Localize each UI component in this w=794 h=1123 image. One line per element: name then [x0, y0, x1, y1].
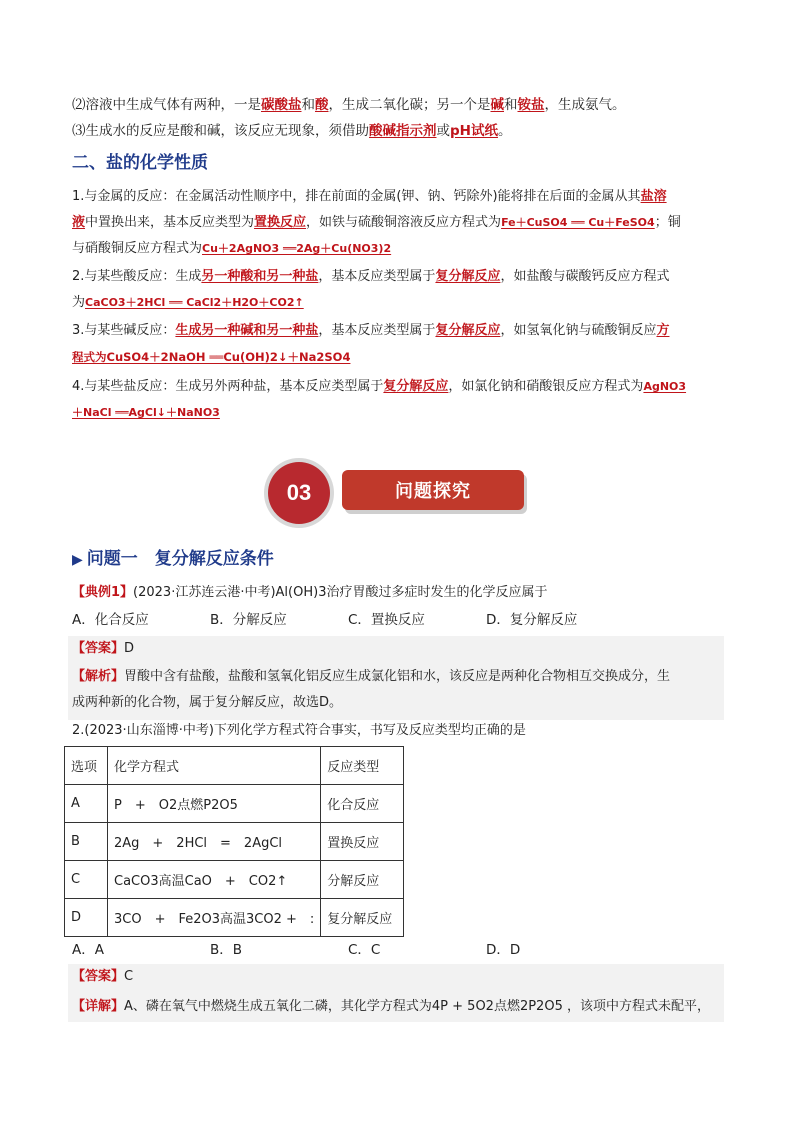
text: 。	[497, 123, 512, 139]
equation: AgNO3	[643, 380, 687, 393]
text: ，生成氨气。	[544, 97, 626, 113]
intro-item-3	[72, 118, 724, 144]
stem-text: 2.(2023·山东淄博·中考)下列化学方程式符合事实，书写及反应类型均正确的是	[72, 723, 526, 738]
prop-1-line-2	[72, 210, 724, 236]
example-2-detail	[72, 994, 724, 1020]
prop-1-line-1	[72, 184, 724, 210]
answer-blank: pH试纸	[450, 123, 498, 139]
equation: CaCO3＋2HCl ══ CaCl2＋H2O＋CO2↑	[85, 296, 304, 309]
option-a: A．A	[72, 942, 104, 958]
table-cell: 化合反应	[321, 785, 404, 823]
text: 4.与某些盐反应：生成另外两种盐，基本反应类型属于	[72, 379, 384, 394]
text: ，如铁与硫酸铜溶液反应方程式为	[306, 215, 502, 230]
text: 和	[504, 97, 518, 113]
answer-blank: 生成另一种碱和另一种盐	[175, 323, 319, 338]
prop-2-line-2	[72, 290, 724, 316]
question-title	[72, 544, 274, 569]
answer-blank: 碳酸盐	[261, 97, 302, 113]
equation: 程式为CuSO4＋2NaOH ══Cu(OH)2↓＋Na2SO4	[72, 350, 351, 364]
table-row	[65, 861, 404, 899]
example-2-stem	[72, 718, 724, 744]
section-number-badge: 03	[268, 462, 330, 524]
text: 中置换出来，基本反应类型为	[85, 215, 255, 230]
prop-2-line-1	[72, 264, 724, 290]
table-row	[65, 823, 404, 861]
table-row	[65, 899, 404, 937]
text: 2.与某些酸反应：生成	[72, 269, 202, 284]
analysis-text: 成两种新的化合物，属于复分解反应，故选D。	[72, 695, 343, 710]
text: 为	[72, 295, 86, 310]
example-tag: 【典例1】	[72, 585, 134, 600]
text: ⑵溶液中生成气体有两种，一是	[72, 97, 261, 113]
example-1-answer	[72, 636, 724, 662]
table-cell: CaCO3高温CaO + CO2↑	[108, 861, 321, 899]
prop-4-line-1	[72, 374, 724, 400]
answer-blank: 液	[72, 215, 86, 230]
example-1-analysis-1	[72, 664, 724, 690]
table-header: 选项	[65, 747, 108, 785]
answer-blank: 另一种酸和另一种盐	[201, 269, 319, 284]
intro-item-2	[72, 92, 724, 118]
answer-blank: 碱	[490, 97, 504, 113]
text: ，如氢氧化钠与硫酸铜反应	[500, 323, 657, 338]
equation: ＋NaCl ══AgCl↓＋NaNO3	[72, 406, 220, 419]
answer-blank: 方	[656, 323, 670, 338]
answer-blank: 酸	[315, 97, 329, 113]
text: ，如盐酸与碳酸钙反应方程式	[500, 269, 670, 284]
prop-4-line-2	[72, 400, 724, 426]
table-header: 化学方程式	[108, 747, 321, 785]
section-banner	[268, 462, 530, 524]
text: ，生成二氧化碳；另一个是	[328, 97, 491, 113]
table-cell: C	[65, 861, 108, 899]
table-cell: 分解反应	[321, 861, 404, 899]
example-1-stem	[72, 580, 724, 606]
analysis-text: 胃酸中含有盐酸，盐酸和氢氧化铝反应生成氯化铝和水，该反应是两种化合物相互交换成分，生	[124, 669, 671, 684]
text: 1.与金属的反应：在金属活动性顺序中，排在前面的金属(钾、钠、钙除外)能将排在后面的金属从其	[72, 189, 641, 204]
prop-1-line-3	[72, 236, 724, 262]
table-cell: 置换反应	[321, 823, 404, 861]
text: ；铜	[654, 215, 681, 230]
option-c: C．置换反应	[348, 612, 425, 628]
detail-text: A、磷在氧气中燃烧生成五氧化二磷，其化学方程式为4P + 5O2点燃2P2O5 ，该项中方程式未配平，	[124, 999, 710, 1014]
table-header: 反应类型	[321, 747, 404, 785]
text: ⑶生成水的反应是酸和碱，该反应无现象，须借助	[72, 123, 369, 139]
answer-tag: 【答案】	[72, 969, 125, 984]
table-cell: P + O2点燃P2O5	[108, 785, 321, 823]
example-2-answer	[72, 964, 724, 990]
equation: Fe＋CuSO4 ══ Cu＋FeSO4	[501, 216, 655, 229]
prop-3-line-2	[72, 344, 724, 371]
example-1-analysis-2	[72, 690, 724, 716]
answer-value: D	[124, 641, 135, 656]
table-cell: 复分解反应	[321, 899, 404, 937]
answer-blank: 复分解反应	[435, 269, 501, 284]
stem-text: (2023·江苏连云港·中考)Al(OH)3治疗胃酸过多症时发生的化学反应属于	[133, 585, 548, 600]
table-cell: A	[65, 785, 108, 823]
answer-blank: 复分解反应	[435, 323, 501, 338]
table-header-row	[65, 747, 404, 785]
table-cell: 2Ag + 2HCl = 2AgCl	[108, 823, 321, 861]
text: ，基本反应类型属于	[318, 323, 436, 338]
options-table	[64, 746, 404, 937]
answer-blank: 置换反应	[254, 215, 307, 230]
option-c: C．C	[348, 942, 381, 958]
equation: Cu＋2AgNO3 ══2Ag＋Cu(NO3)2	[202, 242, 392, 255]
text: ，基本反应类型属于	[318, 269, 436, 284]
option-b: B．分解反应	[210, 612, 287, 628]
text: 与硝酸铜反应方程式为	[72, 241, 203, 256]
table-row	[65, 785, 404, 823]
table-cell: 3CO + Fe2O3高温3CO2 + :	[108, 899, 321, 937]
answer-blank: 铵盐	[517, 97, 545, 113]
option-b: B．B	[210, 942, 243, 958]
text: 3.与某些碱反应：	[72, 323, 176, 338]
answer-blank: 酸碱指示剂	[369, 123, 437, 139]
detail-tag: 【详解】	[72, 999, 125, 1014]
triangle-bullet-icon: ▶	[72, 552, 83, 568]
table-cell: D	[65, 899, 108, 937]
option-a: A．化合反应	[72, 612, 149, 628]
section-title: 二、盐的化学性质	[72, 153, 208, 173]
section-banner-label: 问题探究	[342, 470, 524, 510]
option-d: D．D	[486, 942, 521, 958]
analysis-tag: 【解析】	[72, 669, 125, 684]
answer-value: C	[124, 969, 134, 984]
answer-tag: 【答案】	[72, 641, 125, 656]
option-d: D．复分解反应	[486, 612, 578, 628]
question-title-text: 问题一 复分解反应条件	[86, 549, 274, 569]
text: ，如氯化钠和硝酸银反应方程式为	[448, 379, 644, 394]
prop-3-line-1	[72, 318, 724, 344]
text: 和	[301, 97, 315, 113]
answer-blank: 复分解反应	[383, 379, 449, 394]
table-cell: B	[65, 823, 108, 861]
answer-blank: 盐溶	[640, 189, 667, 204]
text: 或	[436, 123, 450, 139]
